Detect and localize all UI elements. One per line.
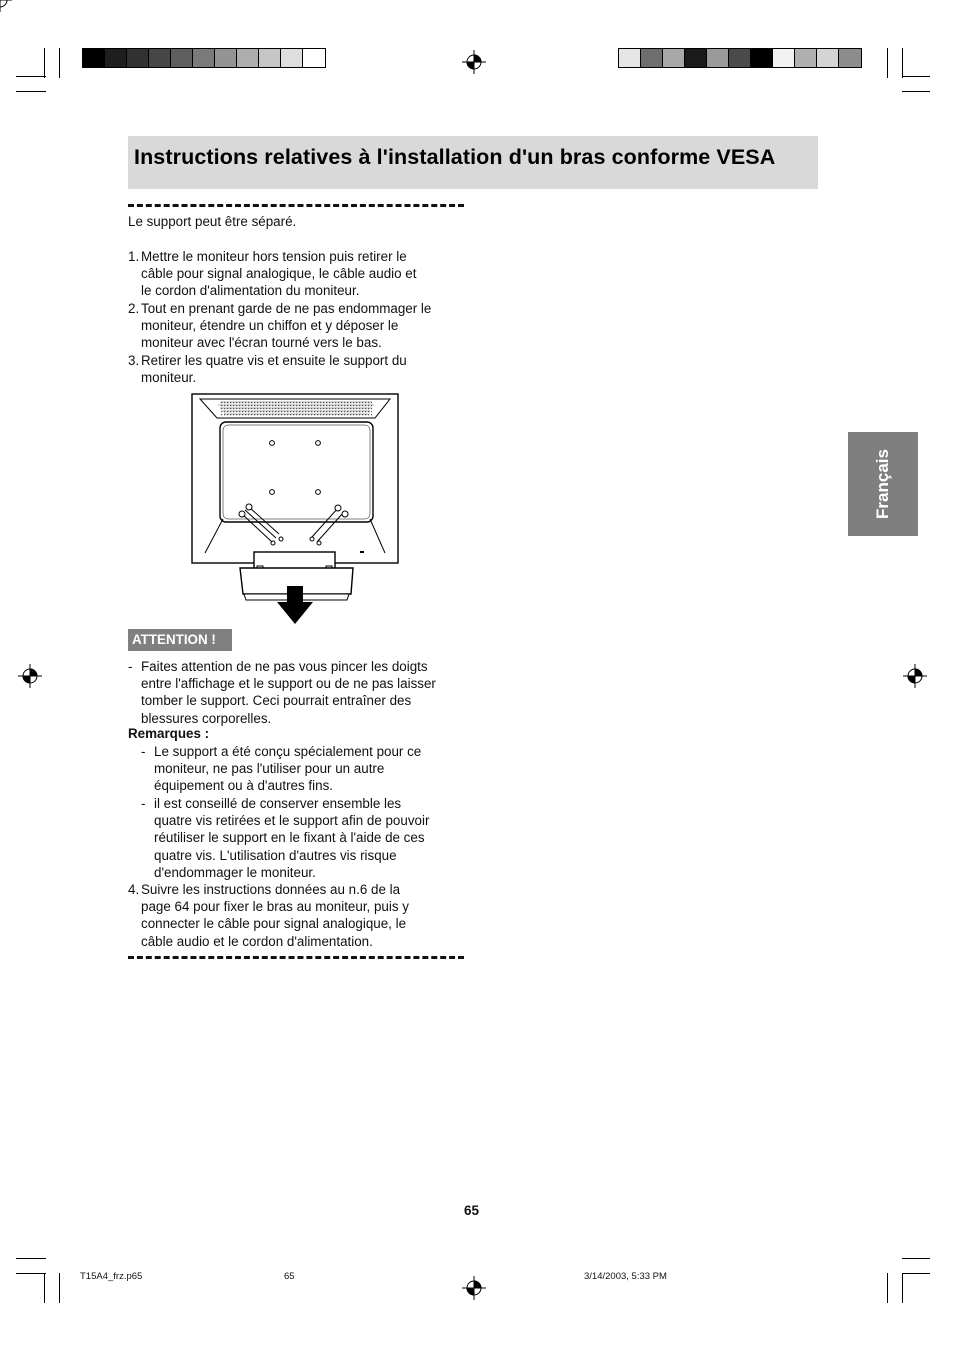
warning-line: Faites attention de ne pas vous pincer les doigts [141, 659, 428, 674]
step-line: Retirer les quatre vis et ensuite le support du [141, 353, 407, 368]
remark-line: Le support a été conçu spécialement pour ce [154, 744, 422, 759]
page-title: Instructions relatives à l'installation d'un bras conforme VESA [134, 145, 776, 169]
step-line: moniteur avec l'écran tourné vers le bas. [141, 335, 382, 351]
remark-line: d'endommager le moniteur. [154, 864, 316, 880]
language-tab-label: Français [873, 449, 892, 519]
step-line: moniteur, étendre un chiffon et y déposer le [141, 318, 399, 334]
remark-line: équipement ou à d'autres fins. [154, 778, 333, 794]
attention-label: ATTENTION ! [128, 629, 232, 651]
step-line: connecter le câble pour signal analogique, le [141, 916, 407, 932]
warning-line: entre l'affichage et le support ou de ne pas laisser [141, 676, 436, 692]
step-line: câble pour signal analogique, le câble audio et [141, 266, 417, 282]
bullet-dash: - [141, 744, 146, 759]
page-number: 65 [464, 1203, 480, 1218]
step-number: 3. [128, 353, 140, 368]
remark-line: il est conseillé de conserver ensemble les [154, 796, 402, 811]
step-number: 1. [128, 249, 140, 264]
remark-line: réutiliser le support en le fixant à l'aide de ces [154, 830, 425, 846]
intro-text: Le support peut être séparé. [128, 214, 297, 229]
step-line: Mettre le moniteur hors tension puis retirer le [141, 249, 407, 264]
step-line: moniteur. [141, 370, 197, 386]
step-line: câble audio et le cordon d'alimentation. [141, 933, 373, 949]
step-line: le cordon d'alimentation du moniteur. [141, 283, 360, 299]
section-divider-bottom [128, 956, 464, 959]
step-line: page 64 pour fixer le bras au moniteur, puis y [141, 899, 409, 915]
bullet-dash: - [128, 659, 133, 674]
remarks-heading: Remarques : [128, 726, 210, 741]
remark-line: moniteur, ne pas l'utiliser pour un autre [154, 761, 385, 777]
step-line: Tout en prenant garde de ne pas endommager le [141, 301, 432, 316]
step-number: 4. [128, 882, 140, 897]
language-tab-label-wrap [848, 432, 918, 536]
step-line: Suivre les instructions données au n.6 de la [141, 882, 401, 897]
remark-line: quatre vis retirées et le support afin de pouvoir [154, 813, 430, 829]
warning-line: tomber le support. Ceci pourrait entraîner des [141, 693, 412, 709]
step-number: 2. [128, 301, 140, 316]
section-divider-top [128, 204, 464, 207]
footer-filename: T15A4_frz.p65 [80, 1271, 143, 1282]
remark-line: quatre vis. L'utilisation d'autres vis risque [154, 847, 397, 863]
footer-page: 65 [284, 1271, 295, 1282]
monitor-stand-removal-illustration [185, 390, 405, 630]
bullet-dash: - [141, 796, 146, 811]
warning-line: blessures corporelles. [141, 710, 272, 726]
footer-date: 3/14/2003, 5:33 PM [584, 1271, 667, 1282]
